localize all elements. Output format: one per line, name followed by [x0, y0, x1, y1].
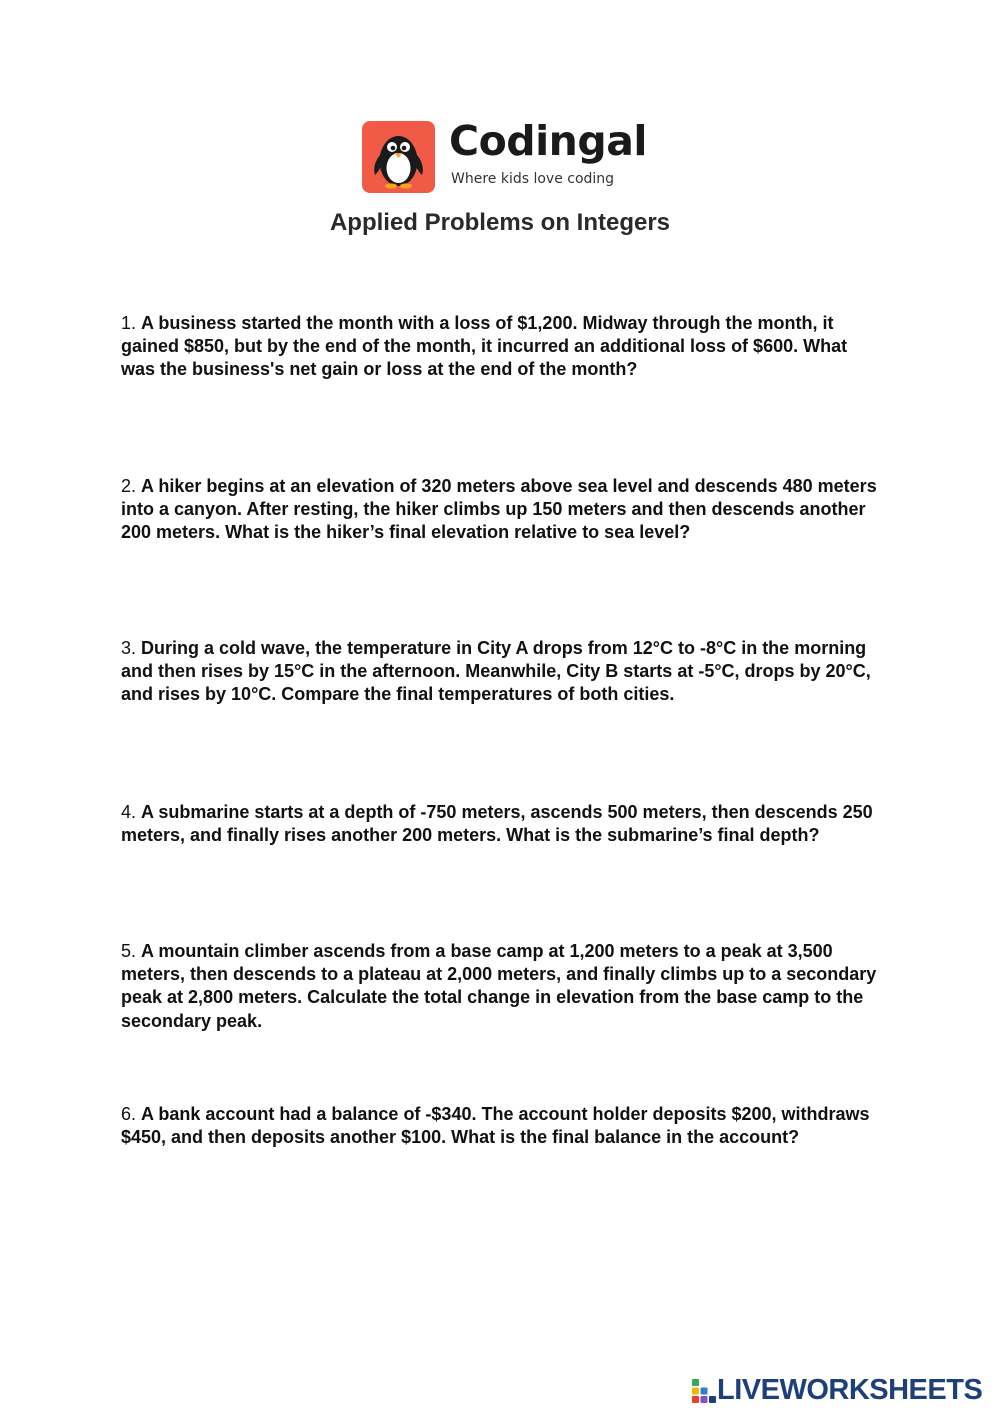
question-text: A business started the month with a loss of $1,200. Midway through the month, it gained $850, but by the end of the month, it incurred an additional loss of $600. What was the business's net gain or loss at the end of the month? — [121, 313, 848, 380]
question-text: A mountain climber ascends from a base camp at 1,200 meters to a peak at 3,500 meters, then descends to a plateau at 2,000 meters, and finally climbs up to a secondary peak at 2,800 meters. Calculate the total change in elevation from the base camp to the secondary peak. — [121, 941, 877, 1031]
question-text: A submarine starts at a depth of -750 meters, ascends 500 meters, then descends 250 meters, and finally rises another 200 meters. What is the submarine’s final depth? — [121, 802, 873, 846]
logo-wordmark: Codingal — [449, 117, 647, 165]
question-number: 2. — [121, 476, 137, 496]
question-2 — [121, 475, 881, 545]
question-1 — [121, 312, 881, 382]
question-number: 4. — [121, 802, 137, 822]
question-number: 5. — [121, 941, 137, 961]
question-6 — [121, 1103, 881, 1149]
penguin-icon — [362, 121, 435, 193]
page-title: Applied Problems on Integers — [329, 209, 671, 236]
liveworksheets-logo-icon — [691, 1378, 717, 1404]
logo-tagline: Where kids love coding — [451, 171, 615, 187]
question-4 — [121, 801, 881, 847]
question-3 — [121, 637, 881, 707]
liveworksheets-wordmark: LIVEWORKSHEETS — [717, 1374, 983, 1406]
question-number: 1. — [121, 313, 137, 333]
question-5 — [121, 940, 881, 1033]
question-text: A hiker begins at an elevation of 320 meters above sea level and descends 480 meters into a canyon. After resting, the hiker climbs up 150 meters and then descends another 200 meters. What is the hiker’s final elevation relative to sea level? — [121, 476, 877, 543]
question-text: A bank account had a balance of -$340. The account holder deposits $200, withdraws $450, and then deposits another $100. What is the final balance in the account? — [121, 1104, 870, 1148]
question-number: 3. — [121, 638, 137, 658]
question-text: During a cold wave, the temperature in City A drops from 12°C to -8°C in the morning and then rises by 15°C in the afternoon. Meanwhile, City B starts at -5°C, drops by 20°C, and rises by 10°C. Compare the final temperatures of both cities. — [121, 638, 871, 705]
question-number: 6. — [121, 1104, 137, 1124]
codingal-logo — [362, 117, 647, 195]
